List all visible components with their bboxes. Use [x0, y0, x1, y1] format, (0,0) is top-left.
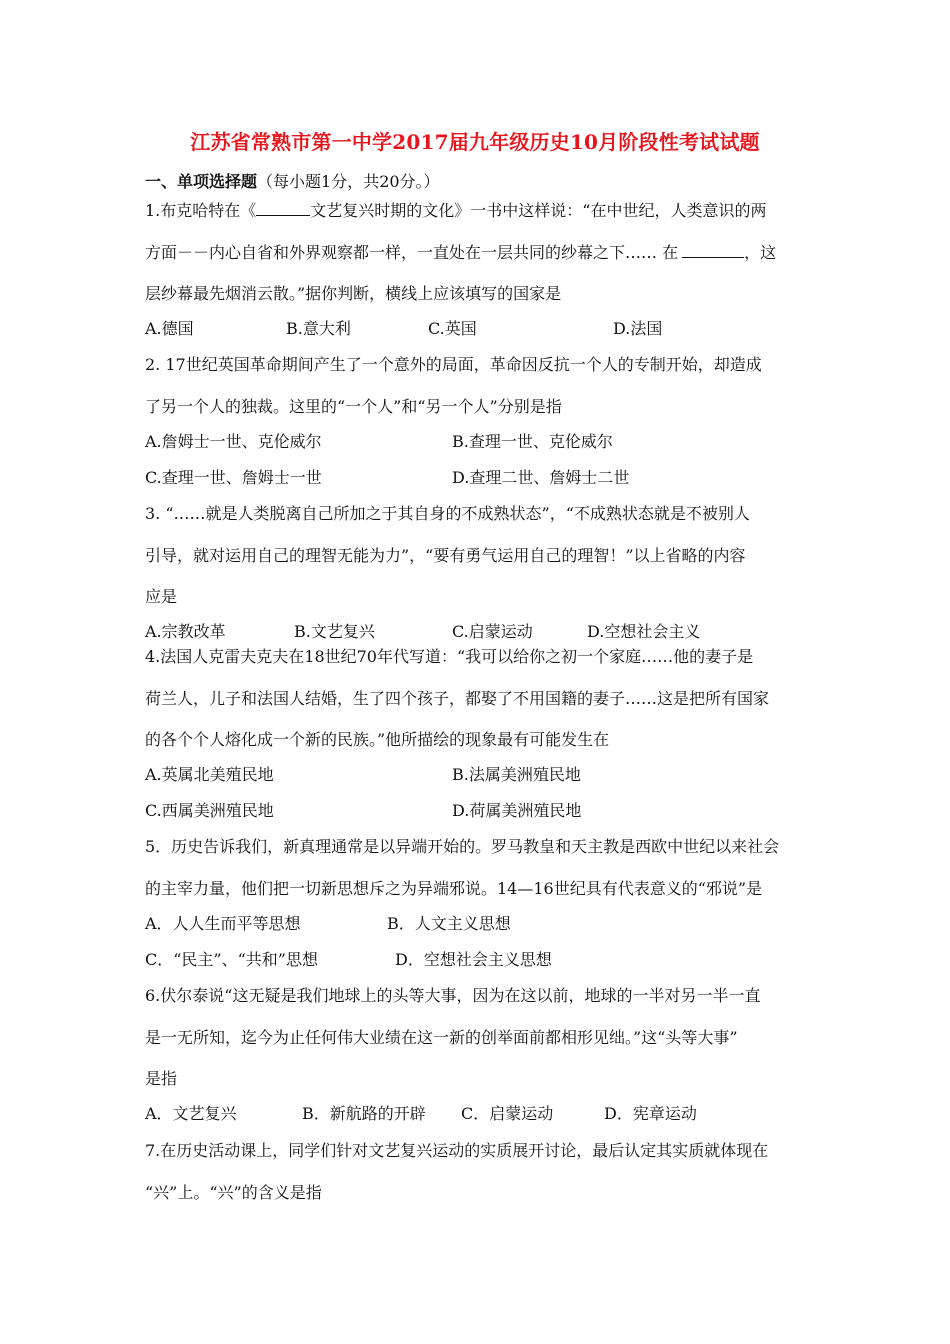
- answer-blank: [682, 243, 744, 258]
- question-3-line-3: 应是: [145, 587, 178, 606]
- question-3-line-1: 3. “……就是人类脱离自己所加之于其自身的不成熟状态”，“不成熟状态就是不被别人: [145, 504, 750, 523]
- question-1-text: 方面－－内心自省和外界观察都一样，一直处在一层共同的纱幕之下…… 在: [145, 243, 679, 262]
- question-3-option-a: A.宗教改革: [145, 622, 226, 641]
- question-3-option-c: C.启蒙运动: [452, 622, 533, 641]
- question-4-option-c: C.西属美洲殖民地: [145, 801, 274, 820]
- question-5-line-2: 的主宰力量，他们把一切新思想斥之为异端邪说。14—16世纪具有代表意义的“邪说”是: [145, 879, 763, 898]
- question-3-option-d: D.空想社会主义: [587, 622, 701, 641]
- question-7-line-1: 7.在历史活动课上，同学们针对文艺复兴运动的实质展开讨论，最后认定其实质就体现在: [145, 1141, 769, 1160]
- page-title: 江苏省常熟市第一中学2017届九年级历史10月阶段性考试试题: [190, 130, 760, 154]
- question-1-option-c: C.英国: [428, 319, 477, 338]
- question-2-option-a: A.詹姆士一世、克伦威尔: [145, 432, 322, 451]
- question-6-line-1: 6.伏尔泰说“这无疑是我们地球上的头等大事，因为在这以前，地球的一半对另一半一直: [145, 986, 761, 1005]
- question-5-line-1: 5．历史告诉我们，新真理通常是以异端开始的。罗马教皇和天主教是西欧中世纪以来社会: [145, 837, 780, 856]
- question-1-line-2: [145, 240, 776, 263]
- question-5-option-d: D．空想社会主义思想: [395, 950, 552, 969]
- section-heading: [145, 169, 440, 192]
- question-7-line-2: “兴”上。“兴”的含义是指: [145, 1183, 322, 1202]
- answer-blank: [256, 201, 310, 216]
- question-6-line-2: 是一无所知，迄今为止任何伟大业绩在这一新的创举面前都相形见绌。”这“头等大事”: [145, 1028, 738, 1047]
- question-3-line-2: 引导，就对运用自己的理智无能为力”，“要有勇气运用自己的理智！”以上省略的内容: [145, 546, 746, 565]
- question-2-line-1: 2. 17世纪英国革命期间产生了一个意外的局面，革命因反抗一个人的专制开始，却造成: [145, 355, 762, 374]
- question-4-line-3: 的各个个人熔化成一个新的民族。”他所描绘的现象最有可能发生在: [145, 730, 610, 749]
- question-1-option-d: D.法国: [613, 319, 663, 338]
- question-6-option-b: B．新航路的开辟: [302, 1104, 426, 1123]
- question-4-line-2: 荷兰人，儿子和法国人结婚，生了四个孩子，都娶了不用国籍的妻子……这是把所有国家: [145, 689, 770, 708]
- question-6-option-a: A．文艺复兴: [145, 1104, 237, 1123]
- question-1-line-1: [145, 198, 766, 221]
- question-1-option-a: A.德国: [145, 319, 194, 338]
- question-5-option-c: C．“民主”、“共和”思想: [145, 950, 318, 969]
- question-5-option-b: B．人文主义思想: [387, 914, 511, 933]
- question-6-option-c: C．启蒙运动: [461, 1104, 554, 1123]
- question-4-option-b: B.法属美洲殖民地: [452, 765, 581, 784]
- question-2-option-c: C.查理一世、詹姆士一世: [145, 468, 322, 487]
- section-note: （每小题1分，共20分。）: [257, 172, 440, 191]
- question-2-option-b: B.查理一世、克伦威尔: [452, 432, 613, 451]
- question-5-option-a: A．人人生而平等思想: [145, 914, 301, 933]
- question-1-text: ，这: [744, 243, 777, 262]
- question-6-option-d: D．宪章运动: [604, 1104, 697, 1123]
- question-3-option-b: B.文艺复兴: [294, 622, 375, 641]
- question-4-option-a: A.英属北美殖民地: [145, 765, 274, 784]
- question-1-text: 1.布克哈特在《: [145, 201, 257, 220]
- question-2-line-2: 了另一个人的独裁。这里的“一个人”和“另一个人”分别是指: [145, 397, 562, 416]
- question-2-option-d: D.查理二世、詹姆士二世: [452, 468, 630, 487]
- question-1-text: 文艺复兴时期的文化》一书中这样说：“在中世纪，人类意识的两: [310, 201, 767, 220]
- question-1-line-3: 层纱幕最先烟消云散。”据你判断，横线上应该填写的国家是: [145, 284, 562, 303]
- question-4-line-1: 4.法国人克雷夫克夫在18世纪70年代写道：“我可以给你之初一个家庭……他的妻子是: [145, 647, 754, 666]
- question-1-option-b: B.意大利: [286, 319, 351, 338]
- question-4-option-d: D.荷属美洲殖民地: [452, 801, 582, 820]
- section-heading-label: 一、单项选择题: [145, 172, 258, 191]
- question-6-line-3: 是指: [145, 1069, 178, 1088]
